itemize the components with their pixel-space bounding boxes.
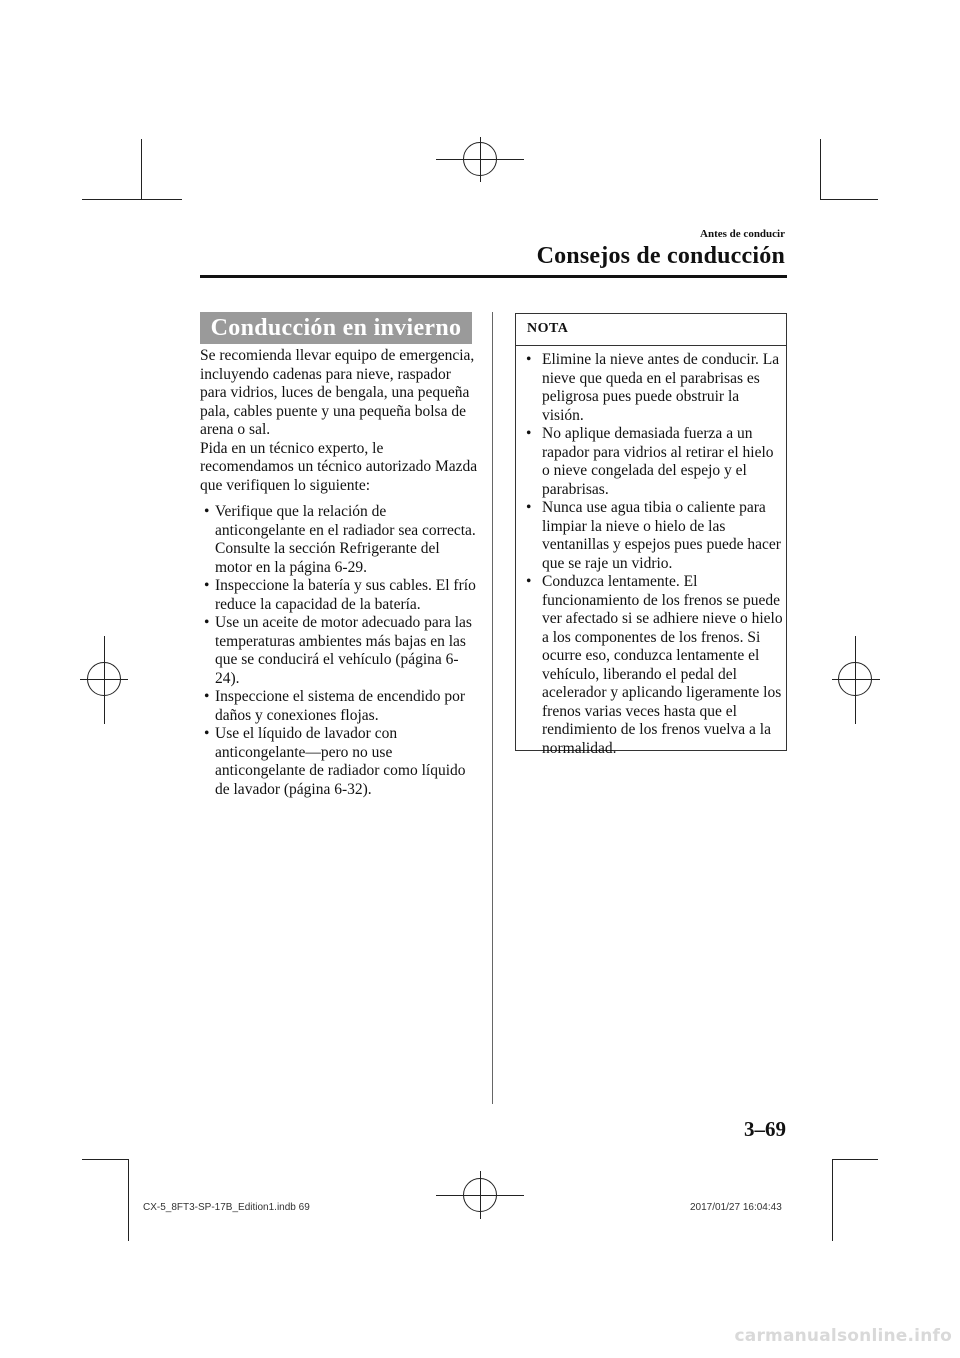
list-item: • Verifique que la relación de anticongelante en el radiador sea correcta. Consulte la sección Refrigerante del motor en la página 6-29. (204, 503, 476, 576)
bullet-icon: • (204, 577, 210, 594)
section-label: Antes de conducir (700, 228, 785, 240)
left-column (200, 344, 480, 799)
note-body (522, 351, 784, 758)
bullet-icon: • (526, 499, 532, 516)
list-item: • No aplique demasiada fuerza a un rapador para vidrios al retirar el hielo o nieve congelada del espejo y el parabrisas. (526, 425, 774, 498)
intro-paragraph-2: Pida en un técnico experto, le recomendamos un técnico autorizado Mazda que verifiquen lo siguiente: (200, 439, 478, 494)
list-item: • Elimine la nieve antes de conducir. La nieve que queda en el parabrisas es peligrosa pues puede obstruir la visión. (526, 351, 780, 424)
section-banner: Conducción en invierno (200, 312, 472, 344)
note-header (516, 314, 786, 346)
watermark: carmanualsonline.info (734, 1326, 952, 1346)
footer-timestamp: 2017/01/27 16:04:43 (690, 1202, 782, 1213)
list-item: • Use un aceite de motor adecuado para las temperaturas ambientes más bajas en las que se conducirá el vehículo (página 6-24). (204, 614, 472, 687)
page-title: Consejos de conducción (536, 243, 785, 269)
note-box (515, 313, 787, 757)
checks-note: Consulte la sección Refrigerante del motor en la página 6-29. (215, 540, 440, 576)
checks-list (200, 503, 480, 799)
list-item: • Use el líquido de lavador con anticongelante—pero no use anticongelante de radiador como líquido de lavador (página 6-32). (204, 725, 466, 798)
list-item: • Inspeccione el sistema de encendido por daños y conexiones flojas. (204, 688, 466, 724)
note-title: NOTA (527, 321, 569, 336)
intro-paragraph-1: Se recomienda llevar equipo de emergencia, incluyendo cadenas para nieve, raspador para vidrios, luces de bengala, una pequeña pala, cables puente y una pequeña bolsa de arena o sal. (200, 347, 475, 438)
footer-file: CX-5_8FT3-SP-17B_Edition1.indb 69 (143, 1202, 310, 1213)
bullet-icon: • (204, 725, 210, 742)
column-divider (492, 312, 493, 1104)
bullet-icon: • (204, 688, 210, 705)
note-list (522, 351, 784, 758)
bullet-icon: • (204, 503, 210, 520)
header-rule (200, 275, 787, 278)
list-item: • Inspeccione la batería y sus cables. El frío reduce la capacidad de la batería. (204, 577, 476, 613)
bullet-icon: • (204, 614, 210, 631)
bullet-icon: • (526, 425, 532, 442)
bullet-icon: • (526, 573, 532, 590)
list-item: • Nunca use agua tibia o caliente para limpiar la nieve o hielo de las ventanillas y espejos pues puede hacer que se raje un vidrio. (526, 499, 781, 572)
page-number: 3–69 (744, 1117, 786, 1141)
list-item: • Conduzca lentamente. El funcionamiento de los frenos se puede ver afectado si se adhiere nieve o hielo a los componentes de los frenos. Si ocurre eso, conduzca lentamente el vehículo, liberando el pedal del acelerador y aplicando ligeramente los frenos varias veces hasta que el rendimiento de los frenos vuelva a la normalidad. (526, 573, 783, 757)
bullet-icon: • (526, 351, 532, 368)
